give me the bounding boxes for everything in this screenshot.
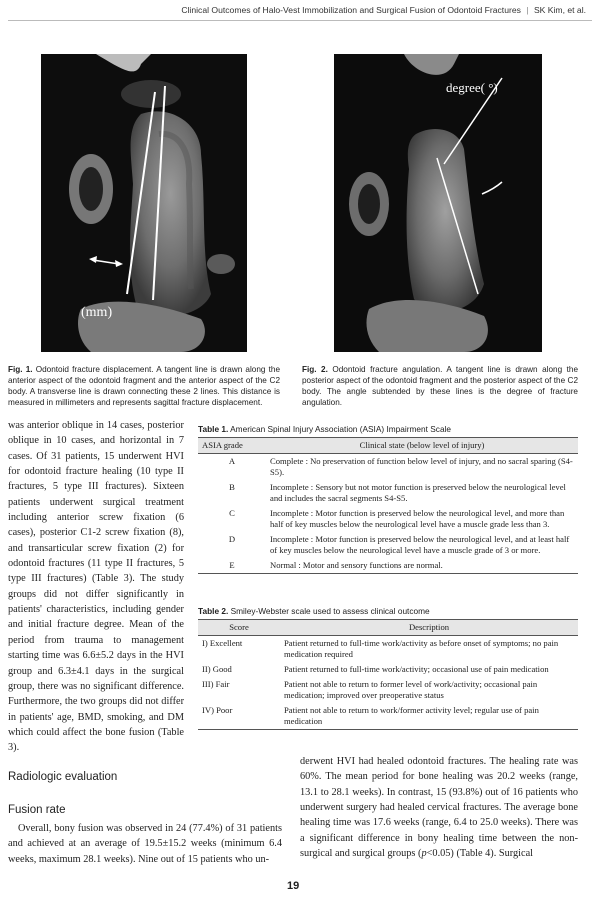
table-cell: Patient returned to full-time work/activity as before onset of symptoms; no pain medication required <box>284 638 559 659</box>
ct-scan-angulation-graphic <box>334 54 542 352</box>
table-1-title: American Spinal Injury Association (ASIA) Impairment Scale <box>230 424 452 434</box>
table-cell: Patient not able to return to work/former activity level; regular use of pain medication <box>280 703 578 730</box>
table-cell: Complete : No preservation of function below level of injury, and no sacral sparing (S4-S5). <box>270 456 573 477</box>
subsection-heading-fusion: Fusion rate <box>8 804 66 816</box>
figure-2-caption-text: Odontoid fracture angulation. A tangent line is drawn along the posterior aspect of the odontoid fragment and the posterior aspect of the C2 body. The angle subtended by these lines is the degree of fracture angulation. <box>302 365 578 407</box>
table-cell: I) Excellent <box>202 638 243 648</box>
asia-impairment-table <box>198 437 578 574</box>
table-header-cell: Clinical state (below level of injury) <box>266 438 578 454</box>
table-row <box>198 454 578 481</box>
figure-1-image <box>41 54 247 352</box>
table-row <box>198 677 578 703</box>
figure-2-image <box>334 54 542 352</box>
table-1-label: Table 1. <box>198 424 229 434</box>
table-row <box>198 480 578 506</box>
table-cell: Incomplete : Sensory but not motor function is preserved below the neurological level and includes the sacral segments S4-S5. <box>270 482 566 503</box>
figure-1-caption <box>8 364 280 408</box>
table-1-block <box>198 424 578 574</box>
figure-2-label: Fig. 2. <box>302 365 328 374</box>
figure-1-mm-label: (mm) <box>81 305 113 320</box>
body-paragraph-fusion-right <box>300 754 578 861</box>
smiley-webster-table <box>198 619 578 730</box>
table-cell: III) Fair <box>202 679 230 689</box>
table-cell: Patient returned to full-time work/activity; occasional use of pain medication <box>284 664 549 674</box>
table-header-cell: ASIA grade <box>198 438 266 454</box>
header-rule <box>8 20 592 21</box>
table-cell: Patient not able to return to former level of work/activity; occasional pain medication; improved over preoperative status <box>284 679 538 700</box>
table-cell: II) Good <box>202 664 232 674</box>
table-cell: IV) Poor <box>198 703 280 730</box>
table-header-row <box>198 438 578 454</box>
table-row <box>198 662 578 677</box>
table-cell: C <box>229 508 235 518</box>
page-number: 19 <box>287 880 300 892</box>
table-cell: E <box>198 558 266 574</box>
figure-1-label: Fig. 1. <box>8 365 33 374</box>
header-separator: | <box>526 5 529 15</box>
table-header-cell: Description <box>280 620 578 636</box>
table-row <box>198 703 578 730</box>
running-header <box>181 5 586 15</box>
table-header-row <box>198 620 578 636</box>
table-2-title: Smiley-Webster scale used to assess clinical outcome <box>230 606 430 616</box>
fusion-right-text <box>300 754 578 861</box>
table-cell: B <box>229 482 235 492</box>
table-row <box>198 532 578 558</box>
body-paragraph-characteristics: was anterior oblique in 14 cases, posterior oblique in 10 cases, and horizontal in 7 cases. Of 31 patients, 15 underwent HVI for odontoid fracture healing (10 type II fractures, 5 type III fractures). Sixteen patients underwent surgical treatment including anterior screw fixation (6 cases), posterior C1-2 screw fixation (8), and transarticular screw fixation (2) for odontoid fractures (11 type II fractures, 5 type III fractures) (Table 3). The study groups did not differ significantly in patients' characteristics, including gender and initial fracture degree. Mean of the period from trauma to management starting time was 6.6±5.2 days in the HVI group and 6.3±4.1 days in the surgical group, there was no significant difference. Furthermore, the two groups did not differ in patients' age, BMD, smoking, and DM which could affect the bone fusion (Table 3). <box>8 420 184 754</box>
header-authors: SK Kim, et al. <box>533 5 586 15</box>
table-2-caption <box>198 606 578 616</box>
table-row <box>198 506 578 532</box>
fusion-right-part-a: derwent HVI had healed odontoid fractures. The healing rate was 60%. The mean period for bone healing was 20.2 weeks (range, 13.1 to 28.1 weeks). In contrast, 15 (93.8%) out of 16 patients who underwent surgery had healed cervical fractures. The average bone healing time was 17.6 weeks (range, 6.4 to 25.0 weeks). There was a significant difference in bony healing time between the non-surgical and surgical groups ( <box>300 756 578 860</box>
table-cell: Normal : Motor and sensory functions are normal. <box>266 558 578 574</box>
running-title: Clinical Outcomes of Halo-Vest Immobilization and Surgical Fusion of Odontoid Fractures <box>181 5 521 15</box>
ct-scan-displacement-graphic <box>41 54 247 352</box>
table-2-block <box>198 606 578 730</box>
left-column-text <box>8 418 184 756</box>
table-2-label: Table 2. <box>198 606 229 616</box>
fusion-left-text <box>8 821 282 867</box>
figure-2-caption <box>302 364 578 408</box>
table-header-cell: Score <box>198 620 280 636</box>
figure-1-caption-text: Odontoid fracture displacement. A tangent line is drawn along the anterior aspect of the odontoid fragment and the anterior aspect of the C2 body. A transverse line is drawn connecting these 2 lines. This distance is measured in millimeters and represents sagittal fracture displacement. <box>8 365 280 407</box>
table-cell: Incomplete : Motor function is preserved below the neurological level, and at least half of key muscles below the neurological level have a muscle grade of 3 or more. <box>270 534 570 555</box>
figure-2-degree-label: degree( °) <box>446 80 498 95</box>
table-cell: D <box>228 534 236 544</box>
section-heading-radiologic: Radiologic evaluation <box>8 771 118 783</box>
p-value-symbol: p <box>421 848 427 860</box>
table-cell: Incomplete : Motor function is preserved below the neurological level, and more than half of key muscles below the neurological level have a muscle grade less than 3. <box>270 508 565 529</box>
body-paragraph-fusion-left: Overall, bony fusion was observed in 24 (77.4%) of 31 patients and achieved at an average of 19.5±15.2 weeks (minimum 6.4 weeks, maximum 28.1 weeks). Nine out of 15 patients who un- <box>8 823 282 865</box>
table-row <box>198 636 578 663</box>
table-cell: A <box>228 456 236 466</box>
table-row <box>198 558 578 574</box>
fusion-right-part-b: <0.05) (Table 4). Surgical <box>426 848 534 860</box>
table-1-caption <box>198 424 578 434</box>
